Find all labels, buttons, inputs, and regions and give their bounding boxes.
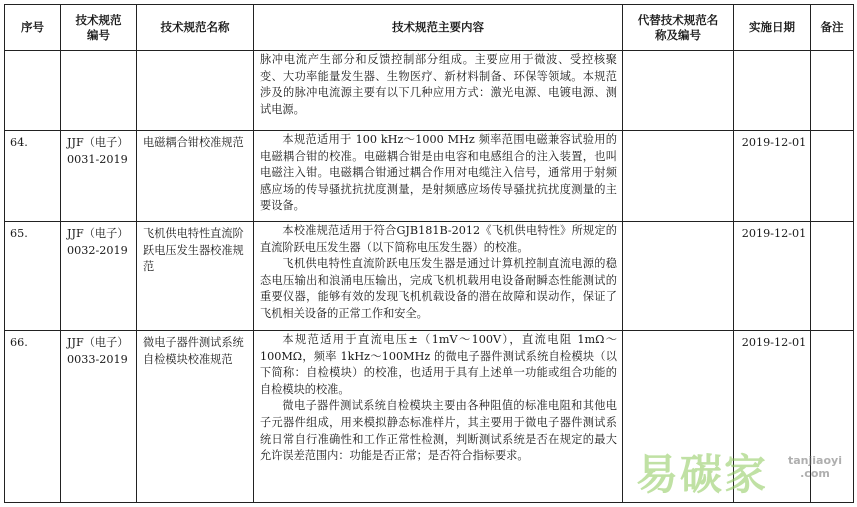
row-code: JJF（电子）0031-2019	[61, 131, 137, 222]
header-code	[61, 5, 137, 51]
row-num: 66.	[5, 331, 61, 503]
table-row	[5, 131, 854, 222]
row-content	[254, 51, 623, 131]
content-paragraph: 飞机供电特性直流阶跃电压发生器是通过计算机控制直流电源的稳态电压输出和浪涌电压输出，完成飞机机载用电设备耐瞬态性能测试的重要仪器，能够有效的发现飞机机载设备的潜在故障和误动作，保证了飞机相关设备的正常工作和安全。	[260, 257, 617, 320]
header-remark: 备注	[811, 5, 854, 51]
table-row	[5, 222, 854, 331]
row-date: 2019-12-01	[734, 131, 811, 222]
row-num: 65.	[5, 222, 61, 331]
watermark-site-line2: .com	[800, 467, 830, 480]
row-replaced	[623, 222, 734, 331]
header-replaced-text: 代替技术规范名称及编号	[637, 12, 719, 42]
row-replaced	[623, 131, 734, 222]
header-date: 实施日期	[734, 5, 811, 51]
row-num	[5, 51, 61, 131]
row-code: JJF（电子）0032-2019	[61, 222, 137, 331]
row-name: 飞机供电特性直流阶跃电压发生器校准规范	[137, 222, 254, 331]
row-date	[734, 51, 811, 131]
row-date: 2019-12-01	[734, 331, 811, 503]
header-content: 技术规范主要内容	[254, 5, 623, 51]
row-num: 64.	[5, 131, 61, 222]
content-paragraph: 本规范适用于 100 kHz～1000 MHz 频率范围电磁兼容试验用的电磁耦合钳的校准。电磁耦合钳是由电容和电感组合的注入装置，也叫电磁注入钳。电磁耦合钳通过耦合作用对电缆注入信号，通常用于射频感应场的传导骚扰抗扰度测量，是射频感应场传导骚扰抗扰度测量的主要设备。	[260, 133, 617, 213]
site-watermark	[636, 436, 846, 499]
header-replaced	[623, 5, 734, 51]
content-paragraph: 脉冲电流产生部分和反馈控制部分组成。主要应用于微波、受控核聚变、大功率能量发生器、生物医疗、新材料制备、环保等领域。本规范涉及的脉冲电流源主要有以下几种应用方式：激光电源、电镀电源、测试电源。	[260, 53, 617, 116]
header-row	[5, 5, 854, 51]
row-code: JJF（电子）0033-2019	[61, 331, 137, 503]
watermark-site	[788, 454, 842, 480]
row-content	[254, 331, 623, 503]
row-name: 微电子器件测试系统自检模块校准规范	[137, 331, 254, 503]
standards-table	[4, 4, 854, 503]
watermark-site-line1: tanjiaoyi	[788, 454, 842, 467]
row-name: 电磁耦合钳校准规范	[137, 131, 254, 222]
content-paragraph: 微电子器件测试系统自检模块主要由各种阻值的标准电阻和其他电子元器件组成，用来模拟静态标准样片，其主要用于微电子器件测试系统日常自行准确性和工作正常性检测，判断测试系统是否在规定的最大允许误差范围内：功能是否正常；是否符合指标要求。	[260, 399, 617, 463]
row-code	[61, 51, 137, 131]
row-remark	[811, 51, 854, 131]
row-replaced	[623, 51, 734, 131]
row-name	[137, 51, 254, 131]
watermark-logo-text: 易碳家	[636, 450, 769, 499]
row-content	[254, 131, 623, 222]
content-paragraph: 本校准规范适用于符合GJB181B-2012《飞机供电特性》所规定的直流阶跃电压发生器（以下简称电压发生器）的校准。	[260, 224, 617, 254]
row-date: 2019-12-01	[734, 222, 811, 331]
content-paragraph: 本规范适用于直流电压±（1mV～100V），直流电阻 1mΩ～100MΩ，频率 1kHz～100MHz 的微电子器件测试系统自检模块（以下简称：自检模块）的校准，也适用于具有上述单一功能或组合功能的自检模块的校准。	[260, 333, 617, 396]
row-remark	[811, 131, 854, 222]
row-content	[254, 222, 623, 331]
header-code-text: 技术规范编号	[75, 12, 122, 42]
table-row	[5, 51, 854, 131]
header-name: 技术规范名称	[137, 5, 254, 51]
row-remark	[811, 222, 854, 331]
header-num: 序号	[5, 5, 61, 51]
